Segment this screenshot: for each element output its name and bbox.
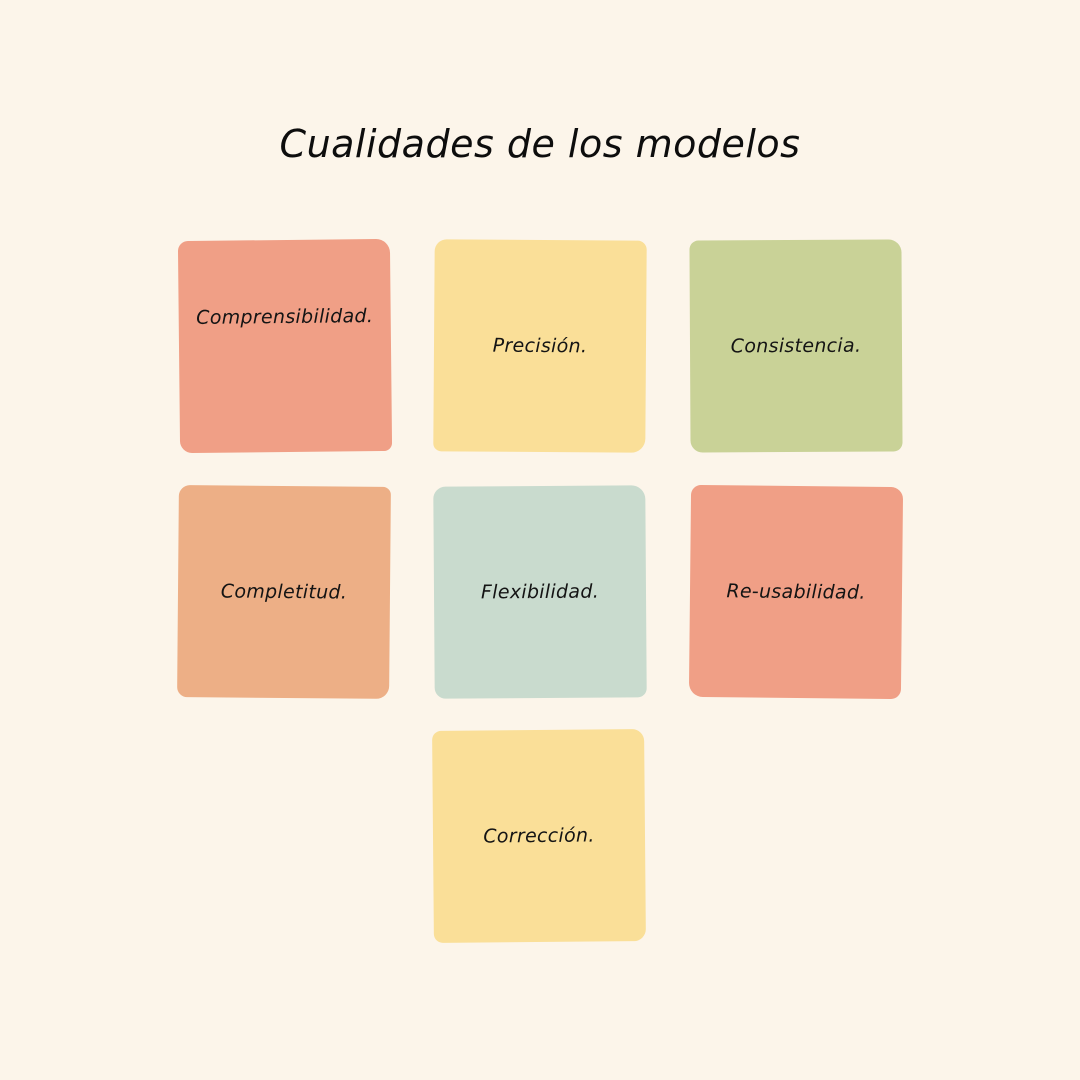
sticky-note-label: Precisión. bbox=[492, 334, 588, 358]
sticky-note-consistencia bbox=[689, 239, 902, 452]
sticky-note-label: Flexibilidad. bbox=[480, 580, 600, 604]
sticky-note-label: Re-usabilidad. bbox=[726, 580, 866, 604]
sticky-note-label: Completitud. bbox=[220, 580, 348, 604]
page-title: Cualidades de los modelos bbox=[279, 122, 801, 166]
sticky-note-flexibilidad bbox=[433, 485, 646, 698]
sticky-note-comprensibilidad bbox=[178, 239, 392, 453]
sticky-note-label: Comprensibilidad. bbox=[196, 305, 374, 329]
sticky-note-correccion bbox=[432, 729, 646, 943]
sticky-note-completitud bbox=[177, 485, 391, 699]
sticky-note-re-usabilidad bbox=[689, 485, 903, 699]
sticky-note-label: Consistencia. bbox=[730, 334, 862, 358]
sticky-note-precision bbox=[433, 239, 646, 452]
sticky-note-label: Corrección. bbox=[483, 824, 595, 848]
